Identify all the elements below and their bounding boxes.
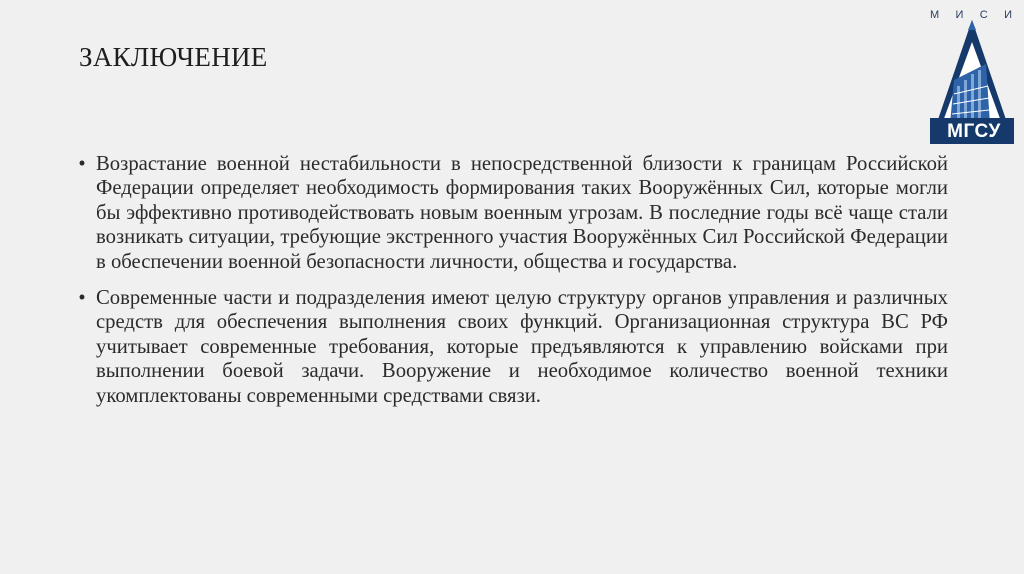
- bullet-text: Современные части и подразделения имеют целую структуру органов управления и различных средств для обеспечения выполнения своих функций. Организационная структура ВС РФ учитывает современные требования, которые предъявляются к управлению войсками при выполнении боевой задачи. Вооружение и необходимое количество военной техники укомплектованы современными средствами связи.: [96, 287, 948, 407]
- logo-letter: М: [930, 9, 942, 21]
- logo-mgsu-text: МГСУ: [947, 121, 1001, 142]
- logo-letter: И: [1004, 9, 1014, 21]
- bullet-marker: •: [78, 153, 86, 175]
- bullet-item: [72, 152, 948, 274]
- bullet-list: [72, 152, 948, 420]
- slide-title: ЗАКЛЮЧЕНИЕ: [79, 42, 268, 72]
- logo-letter: С: [979, 9, 990, 21]
- bullet-marker: •: [78, 287, 86, 310]
- university-logo: [924, 6, 1020, 146]
- logo-letter: И: [955, 9, 966, 21]
- bullet-text: Возрастание военной нестабильности в непосредственной близости к границам Российской Федерации определяет необходимость формирования таких Вооружённых Сил, которые могли бы эффективно противодействовать новым военным угрозам. В последние годы всё чаще стали возникать ситуации, требующие экстренного участия Вооружённых Сил Российской Федерации в обеспечении военной безопасности личности, общества и государства.: [96, 153, 948, 273]
- logo-top-letters: [924, 6, 1020, 24]
- bullet-item: [72, 286, 948, 408]
